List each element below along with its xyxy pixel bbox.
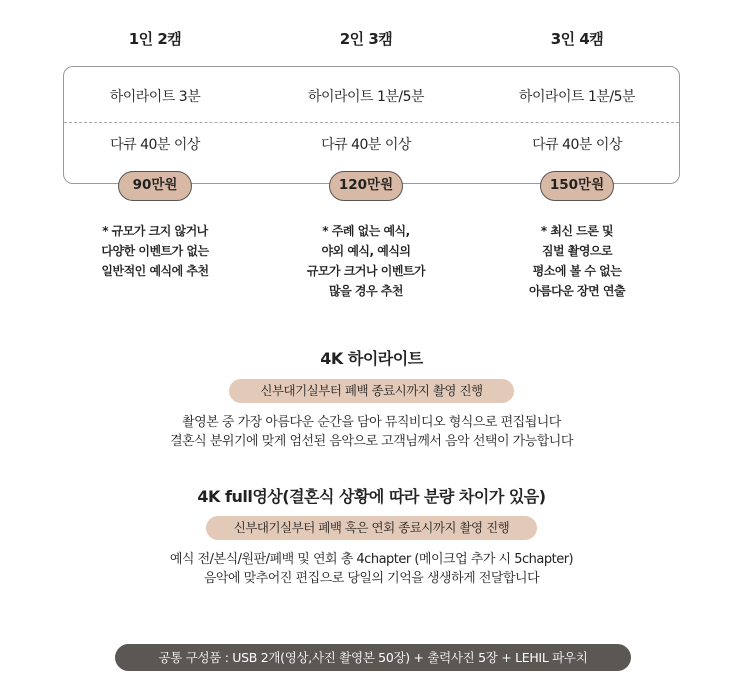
- highlight-section-pill: 신부대기실부터 폐백 종료시까지 촬영 진행: [229, 379, 514, 403]
- plan-3-note: [477, 221, 677, 301]
- description-line: 결혼식 분위기에 맞게 엄선된 음악으로 고객님께서 음악 선택이 가능합니다: [170, 434, 573, 449]
- plan-1-highlight: 하이라이트 3분: [109, 89, 201, 105]
- plan-1-documentary: 다큐 40분 이상: [110, 137, 200, 153]
- plan-3-price-badge: 150만원: [540, 171, 614, 201]
- full-section-description: [0, 550, 743, 588]
- plan-1-title: 1인 2캠: [128, 30, 182, 48]
- plan-2-title: 2인 3캠: [339, 30, 393, 48]
- description-line: 촬영본 중 가장 아름다운 순간을 담아 뮤직비디오 형식으로 편집됩니다: [182, 415, 561, 430]
- plan-3-title: 3인 4캠: [550, 30, 604, 48]
- note-line: 짐벌 촬영으로: [541, 244, 613, 258]
- note-line: 다양한 이벤트가 없는: [101, 244, 209, 258]
- note-line: 규모가 크거나 이벤트가: [306, 264, 426, 278]
- note-line: 평소에 볼 수 없는: [532, 264, 622, 278]
- plan-3-documentary: 다큐 40분 이상: [532, 137, 622, 153]
- note-line: 야외 예식, 예식의: [321, 244, 411, 258]
- description-line: 예식 전/본식/원판/폐백 및 연회 총 4chapter (메이크업 추가 시 5chapter): [169, 552, 574, 567]
- plan-1-note: [55, 221, 255, 281]
- plan-2-price-badge: 120만원: [329, 171, 403, 201]
- dashed-divider: [64, 122, 679, 123]
- full-section-title: 4K full영상(결혼식 상황에 따라 분량 차이가 있음): [197, 487, 546, 506]
- note-line: 일반적인 예식에 추천: [101, 264, 209, 278]
- note-line: * 주례 없는 예식,: [322, 224, 410, 238]
- plan-2-highlight: 하이라이트 1분/5분: [307, 89, 425, 105]
- common-components-banner: 공통 구성품 : USB 2개(영상,사진 촬영본 50장) + 출력사진 5장 + LEHIL 파우치: [115, 644, 631, 671]
- note-line: 많을 경우 추천: [329, 284, 403, 298]
- note-line: 아름다운 장면 연출: [528, 284, 626, 298]
- plan-1-price-badge: 90만원: [118, 171, 192, 201]
- plan-2-note: [266, 221, 466, 301]
- plan-2-documentary: 다큐 40분 이상: [321, 137, 411, 153]
- plan-3-highlight: 하이라이트 1분/5분: [518, 89, 636, 105]
- highlight-section-description: [0, 413, 743, 451]
- highlight-section-title: 4K 하이라이트: [320, 349, 423, 368]
- note-line: * 최신 드론 및: [540, 224, 614, 238]
- full-section-pill: 신부대기실부터 폐백 혹은 연회 종료시까지 촬영 진행: [206, 516, 537, 540]
- note-line: * 규모가 크지 않거나: [102, 224, 208, 238]
- plan-comparison-box: [63, 66, 680, 184]
- description-line: 음악에 맞추어진 편집으로 당일의 기억을 생생하게 전달합니다: [203, 571, 540, 586]
